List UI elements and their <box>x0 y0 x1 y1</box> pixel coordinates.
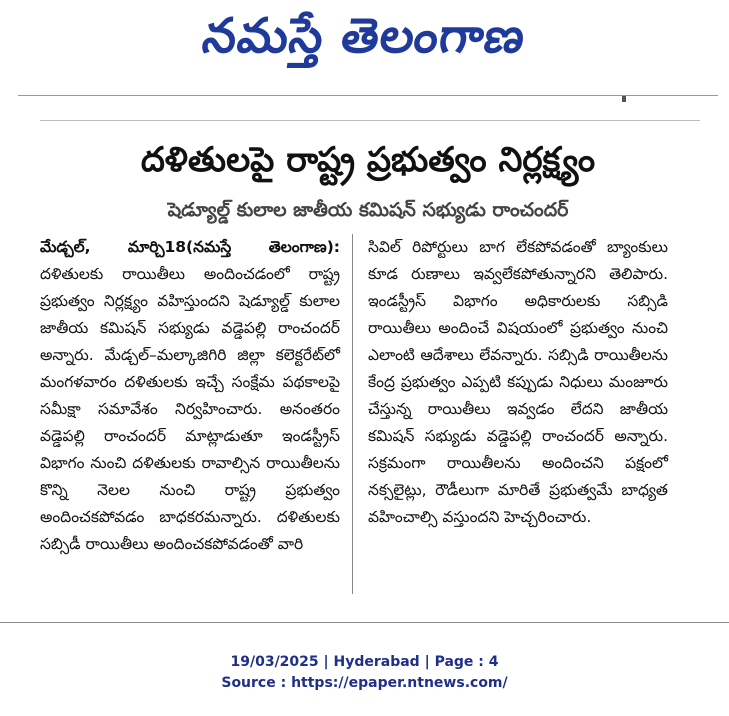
source-footer <box>0 652 729 694</box>
article-column-right <box>368 234 668 531</box>
clip-top-edge <box>40 120 700 121</box>
article-body-right: సివిల్ రిపోర్టులు బాగ లేకపోవడంతో బ్యాంకులు కూడ రుణాలు ఇవ్వలేకపోతున్నారని తెలిపారు. ఇండస్ట్రీస్ విభాగం అధికారులకు సబ్సిడి రాయితీలు అందించే విషయంలో ప్రభుత్వం నుంచి ఎలాంటి ఆదేశాలు లేవన్నారు. సబ్సిడి రాయితీలను కేంద్ర ప్రభుత్వం ఎప్పటి కప్పుడు నిధులు మంజూరు చేస్తున్న రాయితీలు ఇవ్వడం లేదని జాతీయ కమిషన్ సభ్యుడు వడ్డెపల్లి రాంచందర్ అన్నారు. సక్రమంగా రాయితీలను అందించని పక్షంలో నక్సలైట్లు, రౌడీలుగా మారితే ప్రభుత్వమే బాధ్యత వహించాల్సి వస్తుందని హెచ్చరించారు. <box>368 238 668 526</box>
news-clipping <box>18 106 718 626</box>
article-body-left: దళితులకు రాయితీలు అందించడంలో రాష్ట్ర ప్రభుత్వం నిర్లక్ష్యం వహిస్తుందని షెడ్యూల్డ్ కులాల జాతీయ కమిషన్ సభ్యుడు వడ్డెపల్లి రాంచందర్ అన్నారు. మేడ్చల్–మల్కాజిగిరి జిల్లా కలెక్టరేట్‌లో మంగళవారం దళితులకు ఇచ్చే సంక్షేమ పథకాలపై సమీక్షా సమావేశం నిర్వహించారు. అనంతరం వడ్డెపల్లి రాంచందర్ మాట్లాడుతూ ఇండస్ట్రీస్ విభాగం నుంచి దళితులకు రావాల్సిన రాయితీలను కొన్ని నెలల నుంచి రాష్ట్ర ప్రభుత్వం అందించకపోవడం బాధకరమన్నారు. దళితులకు సబ్సిడీ రాయితీలు అందించకపోవడంతో వారి <box>40 265 340 553</box>
bottom-rule <box>0 622 729 623</box>
masthead <box>0 0 729 78</box>
article-subheadline: షెడ్యూల్డ్ కులాల జాతీయ కమిషన్ సభ్యుడు రాంచందర్ <box>167 199 569 221</box>
column-divider <box>352 234 353 594</box>
article-column-left <box>40 234 340 558</box>
clip-marker <box>622 96 626 102</box>
publication-info: 19/03/2025 | Hyderabad | Page : 4 <box>230 654 499 670</box>
top-rule <box>18 95 718 96</box>
article-dateline: మేడ్చల్, మార్చి18(నమస్తే తెలంగాణ): <box>40 238 340 256</box>
source-url: Source : https://epaper.ntnews.com/ <box>221 675 508 691</box>
article-headline: దళితులపై రాష్ట్ర ప్రభుత్వం నిర్లక్ష్యం <box>140 140 596 180</box>
newspaper-logo: నమస్తే తెలంగాణ <box>199 8 530 64</box>
